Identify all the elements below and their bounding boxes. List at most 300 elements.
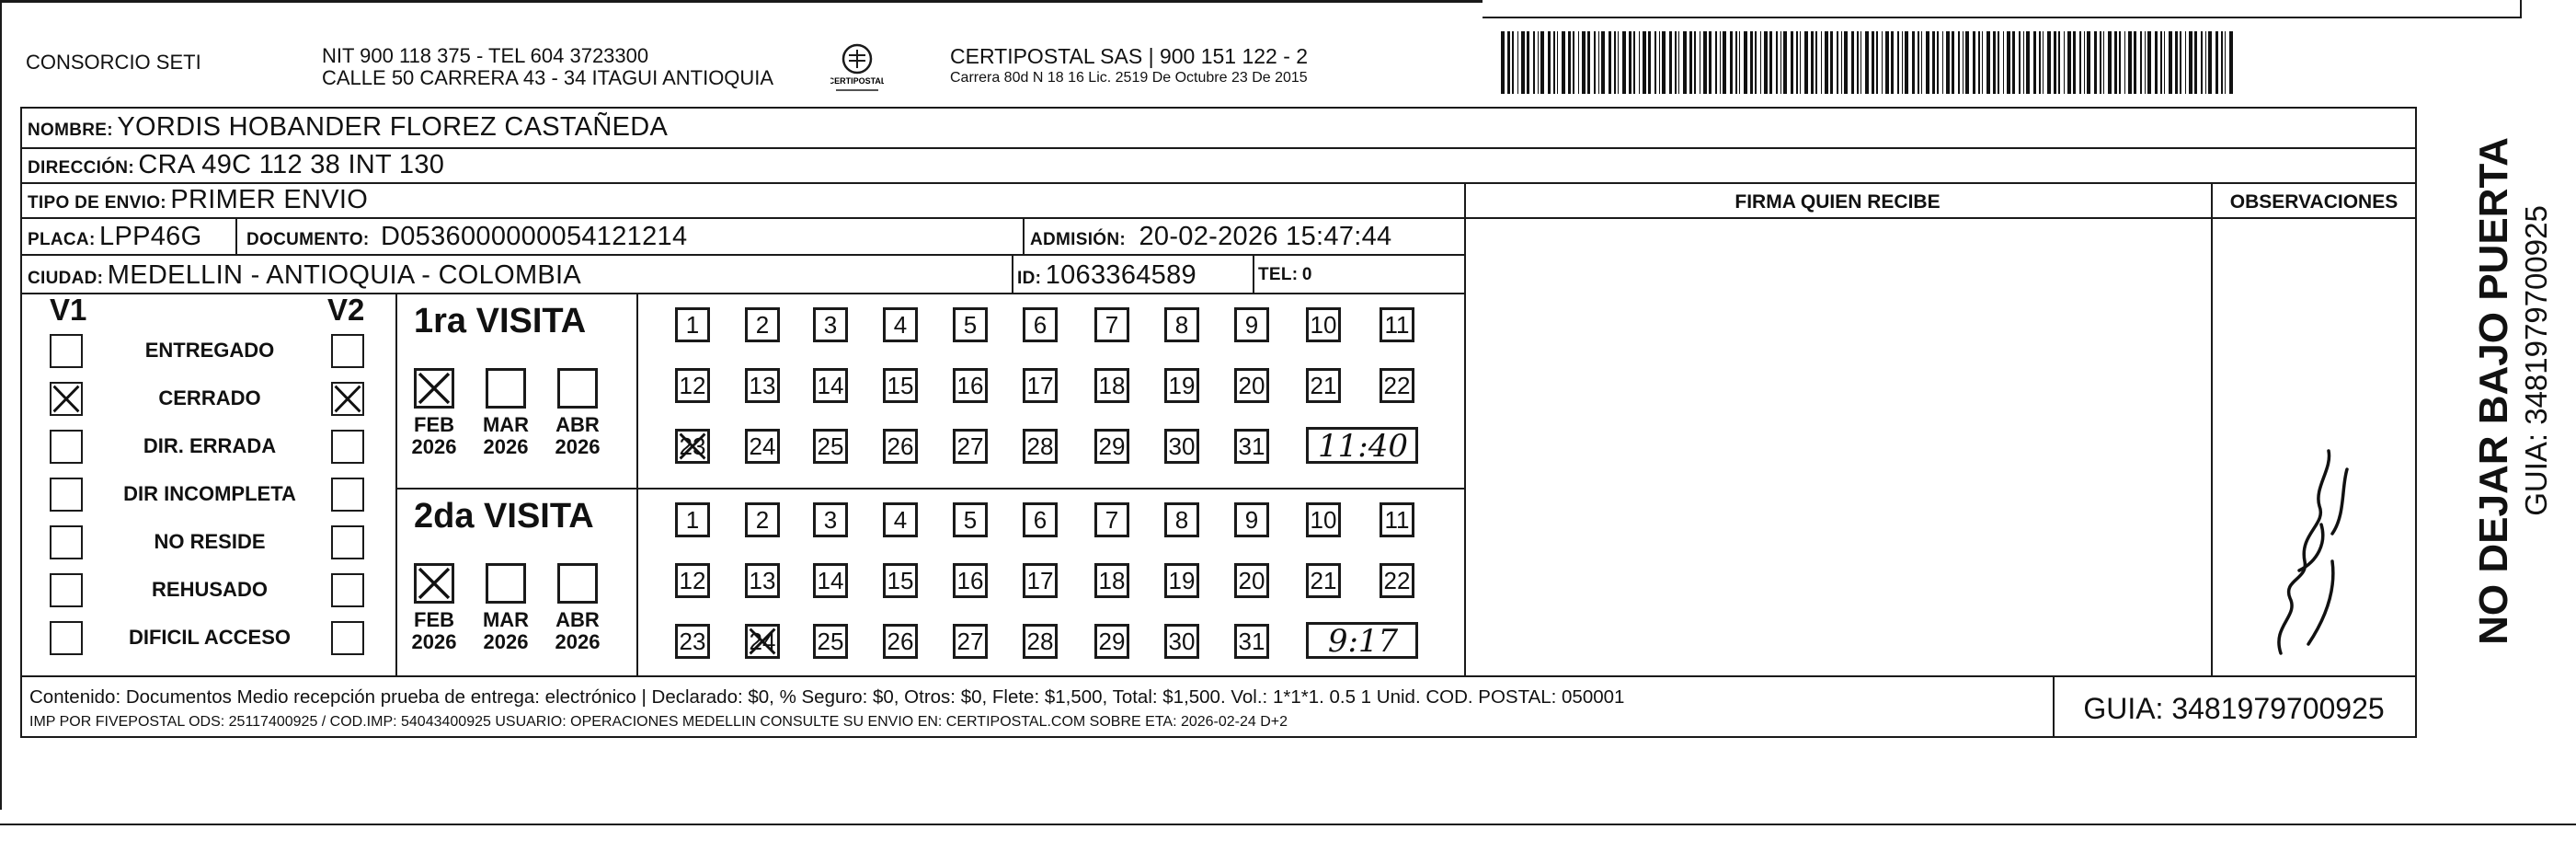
company-address: CALLE 50 CARRERA 43 - 34 ITAGUI ANTIOQUIA (322, 66, 774, 89)
tel-divider (1253, 254, 1254, 294)
barcode-bar (1601, 31, 1605, 94)
barcode-bar (2073, 31, 2076, 94)
status-label: DIR INCOMPLETA (123, 482, 296, 505)
barcode-bar (1946, 31, 1950, 94)
day-number: 3 (823, 506, 838, 534)
barcode-bar (2189, 31, 2192, 94)
visit-title: 2da VISITA (414, 497, 594, 536)
footer-contenido: Contenido: Documentos Medio recepción prueba de entrega: electrónico | Declarado: $0, % Seguro: $0, Otros: $0, Flete: $1,500, Total: $1,500. Vol.: 1*1*1. 0.5 1 Unid. COD. POSTAL: 050001 (29, 686, 1625, 708)
barcode-bar (2007, 31, 2010, 94)
barcode-bar (2215, 31, 2218, 94)
barcode-bar (1926, 31, 1929, 94)
day-number: 28 (1026, 432, 1054, 460)
day-number: 28 (1026, 628, 1054, 655)
id-value: 1063364589 (1045, 260, 1196, 290)
v1-checkbox[interactable] (50, 430, 83, 464)
documento-value: D0536000000054121214 (381, 222, 688, 251)
day-checkbox[interactable] (1380, 502, 1414, 537)
day-number: 31 (1238, 432, 1265, 460)
month-label: ABR (555, 413, 600, 436)
barcode-bar (1760, 31, 1761, 94)
barcode-bar (1540, 31, 1544, 94)
barcode-bar (2064, 31, 2065, 94)
status-divider (395, 293, 397, 677)
barcode-bar (2128, 31, 2132, 94)
day-number: 12 (679, 567, 706, 594)
day-checkbox[interactable] (1164, 307, 1199, 342)
day-checkbox[interactable] (1023, 563, 1058, 598)
month-label: FEB (414, 413, 454, 436)
barcode-bar (1918, 31, 1919, 94)
barcode-bar (1568, 31, 1571, 94)
barcode-bar (2103, 31, 2104, 94)
barcode-bar (1905, 31, 1908, 94)
barcode-bar (1750, 31, 1753, 94)
day-number: 2 (755, 506, 770, 534)
day-number: 5 (963, 311, 978, 339)
barcode-bar (1769, 31, 1772, 94)
day-checkbox[interactable] (1234, 624, 1269, 659)
visit-time: 11:40 (1318, 428, 1408, 465)
day-checkbox[interactable] (1023, 307, 1058, 342)
barcode-bar (1993, 31, 1996, 94)
barcode-bar (2019, 31, 2021, 94)
barcode-bar (1587, 31, 1590, 94)
barcode-bar (2160, 31, 2162, 94)
day-checkbox[interactable] (675, 563, 710, 598)
v2-checkbox[interactable] (331, 334, 364, 368)
day-checkbox[interactable] (675, 307, 710, 342)
barcode-bar (2147, 31, 2151, 94)
barcode-bar (1643, 31, 1646, 94)
year-label: 2026 (483, 630, 529, 653)
day-number: 10 (1310, 311, 1337, 339)
day-number: 7 (1105, 311, 1119, 339)
day-checkbox[interactable] (883, 563, 918, 598)
barcode-bar (1723, 31, 1726, 94)
barcode-bar (2201, 31, 2203, 94)
day-number: 2 (755, 311, 770, 339)
day-checkbox[interactable] (1164, 429, 1199, 464)
day-checkbox[interactable] (1023, 624, 1058, 659)
row-sep-2 (20, 182, 2417, 184)
nombre-value: YORDIS HOBANDER FLOREZ CASTAÑEDA (117, 112, 669, 142)
month-checkbox[interactable] (486, 563, 526, 604)
barcode-bar (1633, 31, 1635, 94)
month-label: MAR (482, 413, 530, 436)
v1-checkbox[interactable] (50, 382, 83, 416)
day-checkbox[interactable] (1023, 429, 1058, 464)
barcode-bar (1860, 31, 1861, 94)
day-checkbox[interactable] (883, 307, 918, 342)
barcode-bar (2079, 31, 2081, 94)
day-number: 20 (1238, 372, 1265, 399)
day-number: 6 (1033, 311, 1048, 339)
v2-checkbox[interactable] (331, 573, 364, 607)
day-checkbox[interactable] (675, 368, 710, 403)
visit-time-box[interactable] (1306, 622, 1418, 659)
day-number: 26 (887, 432, 914, 460)
barcode-bar (2185, 31, 2186, 94)
day-checkbox[interactable] (953, 624, 988, 659)
day-checkbox[interactable] (883, 368, 918, 403)
day-checkbox[interactable] (813, 563, 848, 598)
barcode-bar (2169, 31, 2172, 94)
barcode-bar (1958, 31, 1960, 94)
certipostal-logo (830, 42, 884, 98)
direccion-label: DIRECCIÓN: (28, 158, 134, 178)
barcode-bar (1815, 31, 1817, 94)
nit-tel: NIT 900 118 375 - TEL 604 3723300 (322, 44, 649, 67)
status-label: NO RESIDE (154, 530, 266, 553)
barcode-bar (1548, 31, 1551, 94)
barcode-bar (1973, 31, 1975, 94)
top-rule (0, 0, 1483, 3)
day-checkbox[interactable] (1023, 368, 1058, 403)
barcode (1501, 31, 2237, 94)
barcode-bar (1533, 31, 1535, 94)
tipo-value: PRIMER ENVIO (170, 185, 369, 214)
day-checkbox[interactable] (745, 307, 780, 342)
day-number: 27 (956, 628, 984, 655)
day-checkbox[interactable] (1306, 307, 1341, 342)
barcode-bar (2145, 31, 2146, 94)
day-checkbox[interactable] (1164, 368, 1199, 403)
month-checkbox[interactable] (414, 368, 454, 409)
x-mark-icon (678, 432, 707, 461)
day-checkbox[interactable] (883, 429, 918, 464)
barcode-bar (1517, 31, 1518, 94)
day-number: 15 (887, 372, 914, 399)
month-label: MAR (482, 608, 530, 631)
day-number: 21 (1310, 372, 1337, 399)
day-number: 24 (749, 432, 776, 460)
day-number: 31 (1238, 628, 1265, 655)
status-label: DIFICIL ACCESO (128, 626, 291, 649)
barcode-bar (1659, 31, 1660, 94)
day-number: 18 (1098, 567, 1126, 594)
table-left (20, 107, 22, 738)
direccion-row (28, 150, 444, 180)
barcode-bar (2229, 31, 2233, 94)
id-cell (1017, 260, 1196, 291)
v2-checkbox[interactable] (331, 621, 364, 655)
month-label: FEB (414, 608, 454, 631)
svg-text:CERTIPOSTAL: CERTIPOSTAL (830, 76, 884, 86)
barcode-bar (1622, 31, 1626, 94)
day-checkbox[interactable] (1094, 502, 1129, 537)
day-checkbox[interactable] (1234, 368, 1269, 403)
status-label: CERRADO (158, 386, 261, 409)
placa-value: LPP46G (99, 222, 202, 251)
barcode-bar (1735, 31, 1737, 94)
documento-cell (246, 222, 687, 252)
barcode-bar (1965, 31, 1969, 94)
month-checkbox[interactable] (486, 368, 526, 409)
v2-checkbox[interactable] (331, 478, 364, 512)
day-checkbox[interactable] (813, 429, 848, 464)
day-number: 11 (1384, 311, 1410, 339)
barcode-bar (2026, 31, 2030, 94)
v2-checkbox[interactable] (331, 430, 364, 464)
day-number: 8 (1174, 311, 1189, 339)
barcode-bar (1811, 31, 1814, 94)
v1-checkbox[interactable] (50, 478, 83, 512)
day-number: 30 (1168, 628, 1196, 655)
day-checkbox[interactable] (1094, 563, 1129, 598)
barcode-bar (1851, 31, 1854, 94)
tel-cell (1258, 265, 1312, 285)
admision-value: 20-02-2026 15:47:44 (1139, 222, 1392, 251)
barcode-bar (2039, 31, 2041, 94)
day-checkbox[interactable] (1234, 429, 1269, 464)
barcode-bar (1982, 31, 1983, 94)
firma-header: FIRMA QUIEN RECIBE (1735, 191, 1941, 213)
day-checkbox[interactable] (1234, 563, 1269, 598)
status-label: ENTREGADO (144, 339, 275, 362)
day-checkbox[interactable] (1234, 502, 1269, 537)
x-mark-icon (417, 566, 452, 601)
table-bottom (20, 736, 2417, 738)
barcode-bar (2208, 31, 2212, 94)
barcode-bar (1857, 31, 1859, 94)
guia-vertical: GUIA: 3481979700925 (2519, 205, 2553, 516)
day-number: 19 (1168, 567, 1196, 594)
v1-checkbox[interactable] (50, 334, 83, 368)
barcode-bar (2124, 31, 2125, 94)
x-mark-icon (52, 384, 81, 414)
barcode-bar (1844, 31, 1848, 94)
barcode-bar (1825, 31, 1828, 94)
day-number: 6 (1033, 506, 1048, 534)
barcode-bar (1648, 31, 1651, 94)
day-number: 24 (749, 628, 776, 655)
day-checkbox[interactable] (675, 429, 710, 464)
day-checkbox[interactable] (813, 624, 848, 659)
day-number: 16 (956, 372, 984, 399)
barcode-bar (2134, 31, 2136, 94)
barcode-bar (1952, 31, 1954, 94)
barcode-bar (1865, 31, 1869, 94)
day-checkbox[interactable] (1094, 624, 1129, 659)
barcode-bar (2175, 31, 2178, 94)
barcode-bar (2003, 31, 2004, 94)
x-mark-icon (333, 384, 362, 414)
v1-checkbox[interactable] (50, 573, 83, 607)
footer-imp: IMP POR FIVEPOSTAL ODS: 25117400925 / COD.IMP: 54043400925 USUARIO: OPERACIONES MEDELLIN CONSULTE SU ENVIO EN: CERTIPOSTAL.COM SOBRE ETA: 2026-02-24 D+2 (29, 714, 1288, 730)
barcode-bar (2094, 31, 2097, 94)
barcode-bar (2100, 31, 2101, 94)
barcode-bar (1755, 31, 1757, 94)
day-number: 4 (893, 506, 908, 534)
day-checkbox[interactable] (953, 563, 988, 598)
barcode-bar (1512, 31, 1514, 94)
admision-label: ADMISIÓN: (1030, 230, 1127, 249)
month-checkbox[interactable] (557, 563, 598, 604)
barcode-bar (2194, 31, 2197, 94)
table-top (20, 107, 2417, 109)
barcode-bar (1872, 31, 1874, 94)
barcode-bar (1582, 31, 1586, 94)
day-number: 27 (956, 432, 984, 460)
day-checkbox[interactable] (1306, 563, 1341, 598)
barcode-bar (2023, 31, 2024, 94)
day-checkbox[interactable] (675, 502, 710, 537)
barcode-bar (1897, 31, 1899, 94)
day-checkbox[interactable] (1306, 368, 1341, 403)
barcode-bar (1912, 31, 1915, 94)
barcode-bar (1618, 31, 1619, 94)
v1-checkbox[interactable] (50, 525, 83, 559)
barcode-bar (1791, 31, 1793, 94)
barcode-bar (1678, 31, 1679, 94)
barcode-bar (2087, 31, 2090, 94)
day-checkbox[interactable] (745, 624, 780, 659)
barcode-bar (2058, 31, 2060, 94)
barcode-bar (1527, 31, 1529, 94)
barcode-bar (1521, 31, 1525, 94)
barcode-bar (2033, 31, 2036, 94)
v2-checkbox[interactable] (331, 525, 364, 559)
day-number: 14 (817, 567, 844, 594)
top-rule-right-tick (2520, 0, 2522, 18)
barcode-bar (2205, 31, 2206, 94)
visit-time: 9:17 (1327, 623, 1399, 660)
day-checkbox[interactable] (883, 624, 918, 659)
barcode-bar (1703, 31, 1707, 94)
day-checkbox[interactable] (1380, 563, 1414, 598)
firma-divider (1464, 182, 1466, 677)
day-checkbox[interactable] (1306, 502, 1341, 537)
visit-time-box[interactable] (1306, 427, 1418, 464)
barcode-bar (1776, 31, 1778, 94)
observaciones-signature (2244, 432, 2373, 672)
barcode-bar (2054, 31, 2056, 94)
day-checkbox[interactable] (745, 502, 780, 537)
visit-month-divider (636, 293, 638, 677)
day-checkbox[interactable] (1380, 307, 1414, 342)
admision-divider (1023, 217, 1025, 256)
day-checkbox[interactable] (1164, 502, 1199, 537)
day-checkbox[interactable] (1380, 368, 1414, 403)
barcode-bar (1783, 31, 1787, 94)
barcode-bar (1709, 31, 1712, 94)
day-number: 10 (1310, 506, 1337, 534)
month-checkbox[interactable] (414, 563, 454, 604)
day-checkbox[interactable] (745, 563, 780, 598)
x-mark-icon (748, 627, 777, 656)
status-label: DIR. ERRADA (143, 434, 277, 457)
barcode-bar (1629, 31, 1631, 94)
day-number: 18 (1098, 372, 1126, 399)
day-number: 3 (823, 311, 838, 339)
barcode-bar (2164, 31, 2165, 94)
day-number: 14 (817, 372, 844, 399)
day-number: 20 (1238, 567, 1265, 594)
barcode-bar (1942, 31, 1943, 94)
barcode-bar (1986, 31, 1990, 94)
no-dejar-bajo-puerta: NO DEJAR BAJO PUERTA (2471, 137, 2516, 645)
barcode-bar (1830, 31, 1833, 94)
placa-cell (28, 222, 201, 252)
tel-value: 0 (1301, 265, 1312, 284)
barcode-bar (1654, 31, 1656, 94)
admision-cell (1030, 222, 1391, 252)
barcode-bar (1891, 31, 1894, 94)
year-label: 2026 (411, 435, 457, 458)
day-checkbox[interactable] (813, 502, 848, 537)
v2-checkbox[interactable] (331, 382, 364, 416)
barcode-bar (1800, 31, 1801, 94)
day-checkbox[interactable] (953, 368, 988, 403)
day-checkbox[interactable] (813, 307, 848, 342)
v1-checkbox[interactable] (50, 621, 83, 655)
barcode-bar (1715, 31, 1717, 94)
barcode-bar (1689, 31, 1692, 94)
day-number: 1 (685, 506, 700, 534)
barcode-bar (1562, 31, 1565, 94)
day-number: 25 (817, 628, 844, 655)
barcode-bar (1720, 31, 1721, 94)
day-checkbox[interactable] (1094, 368, 1129, 403)
barcode-bar (1598, 31, 1599, 94)
day-checkbox[interactable] (953, 307, 988, 342)
day-number: 13 (749, 372, 776, 399)
visit-title: 1ra VISITA (414, 302, 587, 340)
certipostal-license: Carrera 80d N 18 16 Lic. 2519 De Octubre 23 De 2015 (950, 70, 1308, 86)
ciudad-label: CIUDAD: (28, 269, 104, 288)
row-sep-right (1464, 217, 2417, 219)
day-checkbox[interactable] (675, 624, 710, 659)
id-label: ID: (1017, 269, 1042, 288)
day-checkbox[interactable] (1164, 563, 1199, 598)
year-label: 2026 (555, 435, 601, 458)
day-checkbox[interactable] (1094, 307, 1129, 342)
day-number: 1 (685, 311, 700, 339)
barcode-bar (1578, 31, 1579, 94)
day-number: 19 (1168, 372, 1196, 399)
day-checkbox[interactable] (745, 368, 780, 403)
footer-guia: GUIA: 3481979700925 (2083, 692, 2385, 725)
day-checkbox[interactable] (883, 502, 918, 537)
day-checkbox[interactable] (1094, 429, 1129, 464)
day-checkbox[interactable] (1164, 624, 1199, 659)
barcode-bar (2047, 31, 2051, 94)
table-right (2415, 107, 2417, 738)
day-checkbox[interactable] (953, 429, 988, 464)
day-checkbox[interactable] (1023, 502, 1058, 537)
year-label: 2026 (483, 435, 529, 458)
day-number: 13 (749, 567, 776, 594)
barcode-bar (1609, 31, 1611, 94)
barcode-bar (2155, 31, 2158, 94)
barcode-bar (2108, 31, 2112, 94)
day-number: 29 (1098, 628, 1126, 655)
nombre-label: NOMBRE: (28, 121, 113, 140)
day-number: 23 (679, 628, 706, 655)
day-checkbox[interactable] (953, 502, 988, 537)
month-checkbox[interactable] (557, 368, 598, 409)
barcode-bar (2012, 31, 2015, 94)
month-label: ABR (555, 608, 600, 631)
visit-separator (395, 488, 1466, 490)
barcode-bar (1730, 31, 1733, 94)
day-checkbox[interactable] (1234, 307, 1269, 342)
day-checkbox[interactable] (813, 368, 848, 403)
barcode-bar (1837, 31, 1838, 94)
day-checkbox[interactable] (745, 429, 780, 464)
bottom-rule (0, 824, 2576, 825)
